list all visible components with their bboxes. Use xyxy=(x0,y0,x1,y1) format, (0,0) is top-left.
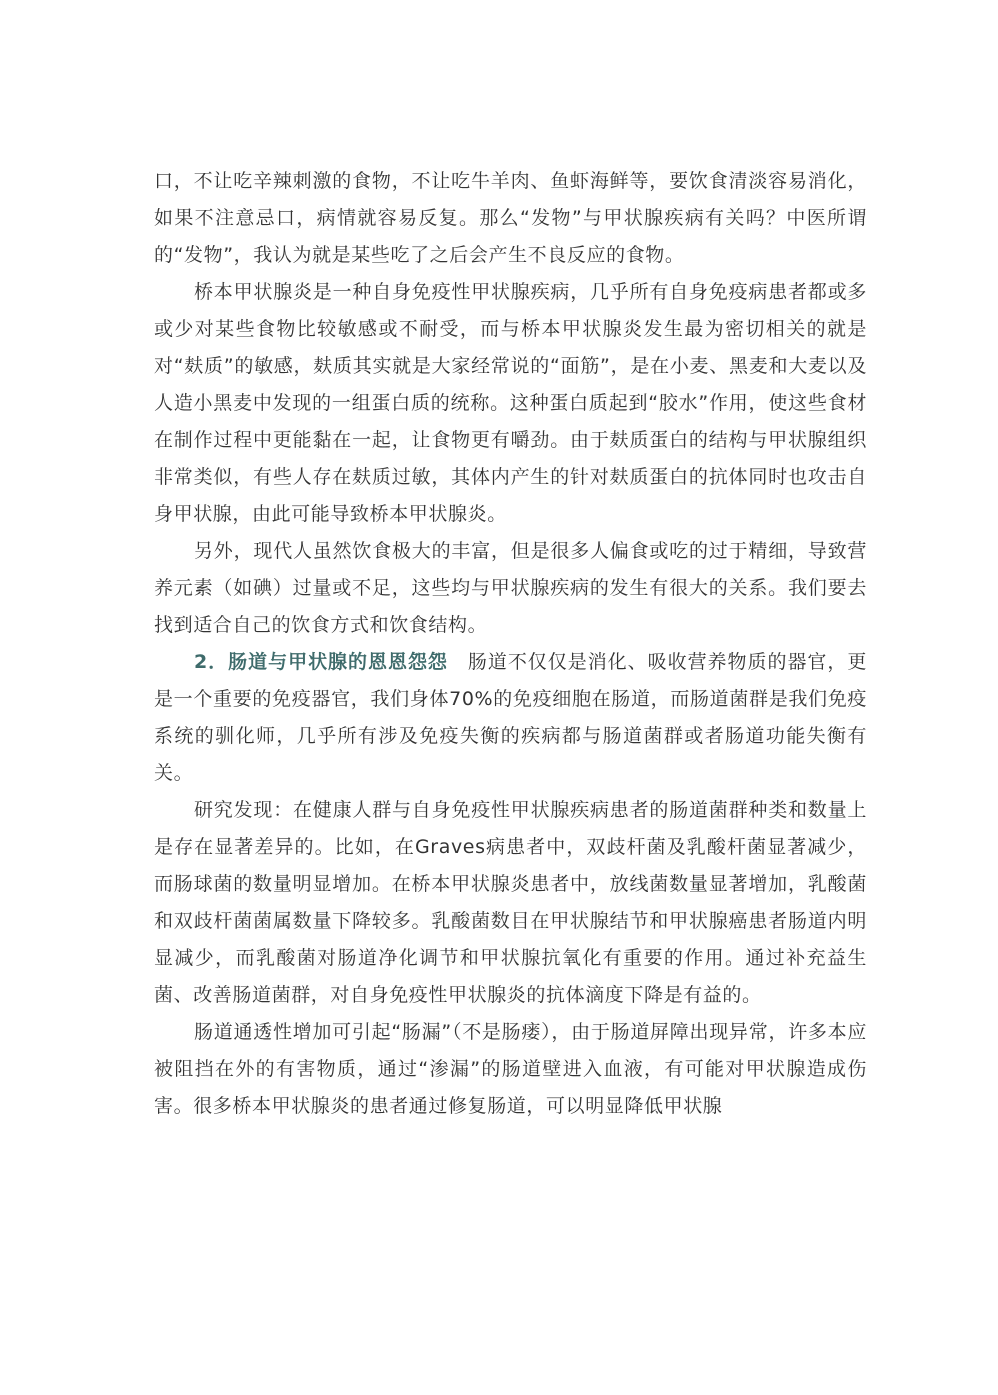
paragraph-5: 研究发现：在健康人群与自身免疫性甲状腺疾病患者的肠道菌群种类和数量上是存在显著差异的。比如，在Graves病患者中，双歧杆菌及乳酸杆菌显著减少，而肠球菌的数量明显增加。在桥本甲状腺炎患者中，放线菌数量显著增加，乳酸菌和双歧杆菌菌属数量下降较多。乳酸菌数目在甲状腺结节和甲状腺癌患者肠道内明显减少，而乳酸菌对肠道净化调节和甲状腺抗氧化有重要的作用。通过补充益生菌、改善肠道菌群，对自身免疫性甲状腺炎的抗体滴度下降是有益的。 xyxy=(154,799,867,1006)
document-body xyxy=(154,163,867,1125)
section-paragraph xyxy=(154,644,867,792)
paragraph-1: 口，不让吃辛辣刺激的食物，不让吃牛羊肉、鱼虾海鲜等，要饮食清淡容易消化，如果不注意忌口，病情就容易反复。那么“发物”与甲状腺疾病有关吗？中医所谓的“发物”，我认为就是某些吃了之后会产生不良反应的食物。 xyxy=(154,170,867,266)
section-lead-text: 肠道不仅仅是消化、吸收营养物质的器官，更是一个重要的免疫器官，我们身体70%的免疫细胞在肠道，而肠道菌群是我们免疫系统的驯化师，几乎所有涉及免疫失衡的疾病都与肠道菌群或者肠道功能失衡有关。 xyxy=(154,651,867,784)
paragraph-2: 桥本甲状腺炎是一种自身免疫性甲状腺疾病，几乎所有自身免疫病患者都或多或少对某些食物比较敏感或不耐受，而与桥本甲状腺炎发生最为密切相关的就是对“麸质”的敏感，麸质其实就是大家经常说的“面筋”，是在小麦、黑麦和大麦以及人造小黑麦中发现的一组蛋白质的统称。这种蛋白质起到“胶水”作用，使这些食材在制作过程中更能黏在一起，让食物更有嚼劲。由于麸质蛋白的结构与甲状腺组织非常类似，有些人存在麸质过敏，其体内产生的针对麸质蛋白的抗体同时也攻击自身甲状腺，由此可能导致桥本甲状腺炎。 xyxy=(154,281,867,525)
section-heading: 2．肠道与甲状腺的恩恩怨怨 xyxy=(194,651,448,673)
paragraph-6: 肠道通透性增加可引起“肠漏”（不是肠瘘），由于肠道屏障出现异常，许多本应被阻挡在外的有害物质，通过“渗漏”的肠道壁进入血液，有可能对甲状腺造成伤害。很多桥本甲状腺炎的患者通过修复肠道，可以明显降低甲状腺 xyxy=(154,1021,867,1117)
paragraph-3: 另外，现代人虽然饮食极大的丰富，但是很多人偏食或吃的过于精细，导致营养元素（如碘）过量或不足，这些均与甲状腺疾病的发生有很大的关系。我们要去找到适合自己的饮食方式和饮食结构。 xyxy=(154,540,867,636)
